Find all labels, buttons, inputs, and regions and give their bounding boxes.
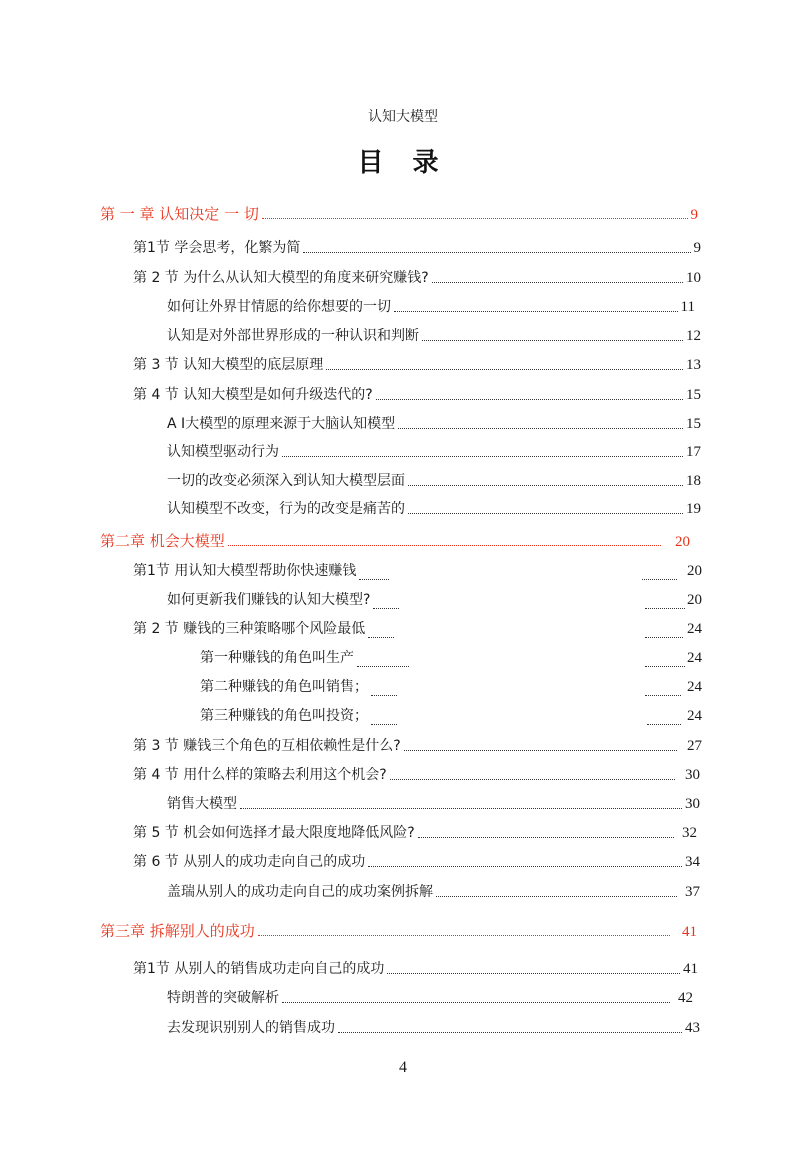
toc-label: 第三种赚钱的角色叫投资； [200, 708, 368, 724]
dot-leader [338, 1032, 682, 1033]
toc-entry[interactable] [167, 413, 701, 433]
toc-page: 10 [686, 270, 701, 286]
dot-leader [258, 935, 670, 936]
toc-page: 42 [678, 990, 693, 1006]
toc-page: 13 [686, 357, 701, 373]
dot-leader [326, 369, 683, 370]
toc-label: 销售大模型 [167, 796, 237, 812]
toc-entry[interactable] [200, 676, 702, 696]
toc-chapter-1[interactable] [100, 203, 698, 223]
toc-page: 20 [687, 563, 702, 579]
toc-entry[interactable] [167, 793, 700, 813]
toc-page: 37 [685, 884, 700, 900]
toc-entry[interactable] [133, 958, 698, 978]
toc-entry[interactable] [133, 384, 701, 404]
toc-label: 如何让外界甘情愿的给你想要的一切 [167, 299, 391, 315]
dot-leader [376, 399, 683, 400]
toc-label: 第 4 节 认知大模型是如何升级迭代的? [133, 387, 373, 403]
toc-entry[interactable] [133, 560, 702, 580]
toc-entry[interactable] [167, 441, 701, 461]
toc-page: 18 [686, 473, 701, 489]
toc-entry[interactable] [167, 987, 693, 1007]
toc-page: 12 [686, 328, 701, 344]
toc-label: 去发现识别别人的销售成功 [167, 1020, 335, 1036]
toc-entry[interactable] [167, 470, 701, 490]
dot-leader [408, 485, 683, 486]
toc-page: 9 [690, 207, 698, 223]
toc-label: A I大模型的原理来源于大脑认知模型 [167, 416, 396, 432]
toc-entry[interactable] [167, 589, 702, 609]
toc-page: 30 [685, 796, 700, 812]
toc-label: 特朗普的突破解析 [167, 990, 279, 1006]
toc-label: 第 2 节 为什么从认知大模型的角度来研究赚钱? [133, 270, 429, 286]
toc-page: 41 [683, 961, 698, 977]
dot-leader [390, 779, 675, 780]
toc-chapter-2[interactable] [100, 530, 690, 550]
dot-leader [282, 1002, 670, 1003]
toc-page: 20 [675, 534, 690, 550]
book-title: 认知大模型 [368, 109, 438, 125]
toc-entry[interactable] [133, 354, 701, 374]
toc-page: 41 [682, 924, 697, 940]
toc-label: 第 6 节 从别人的成功走向自己的成功 [133, 854, 366, 870]
dot-leader [418, 837, 674, 838]
toc-label: 第1节 从别人的销售成功走向自己的成功 [133, 961, 385, 977]
toc-label: 第 3 节 认知大模型的底层原理 [133, 357, 324, 373]
toc-label: 第二种赚钱的角色叫销售； [200, 679, 368, 695]
dot-leader [394, 311, 678, 312]
toc-page: 20 [687, 592, 702, 608]
toc-page: 32 [682, 825, 697, 841]
toc-label: 认知模型不改变，行为的改变是痛苦的 [167, 501, 405, 517]
toc-entry[interactable] [133, 267, 701, 287]
toc-page: 15 [686, 387, 701, 403]
toc-entry[interactable] [133, 764, 700, 784]
dot-leader [387, 973, 680, 974]
dot-leader [436, 896, 677, 897]
toc-entry[interactable] [167, 881, 700, 901]
page-number: 4 [399, 1059, 407, 1076]
toc-page: 17 [686, 444, 701, 460]
toc-entry[interactable] [133, 851, 700, 871]
toc-entry[interactable] [200, 705, 702, 725]
toc-page: 19 [686, 501, 701, 517]
dot-leader [354, 661, 687, 662]
dot-leader [408, 513, 683, 514]
dot-leader [262, 218, 688, 219]
dot-leader [303, 252, 690, 253]
toc-label: 第 3 节 赚钱三个角色的互相依赖性是什么? [133, 738, 401, 754]
toc-page: 24 [687, 708, 702, 724]
dot-leader [282, 456, 683, 457]
dot-leader [432, 282, 683, 283]
toc-page: 43 [685, 1020, 700, 1036]
toc-label: 盖瑞从别人的成功走向自己的成功案例拆解 [167, 884, 433, 900]
toc-page: 24 [687, 679, 702, 695]
toc-entry[interactable] [200, 647, 702, 667]
toc-page: 15 [686, 416, 701, 432]
toc-page: 24 [687, 621, 702, 637]
toc-heading: 目 录 [357, 148, 449, 178]
toc-label: 第 5 节 机会如何选择才最大限度地降低风险? [133, 825, 415, 841]
toc-label: 如何更新我们赚钱的认知大模型? [167, 592, 371, 608]
toc-label: 认知是对外部世界形成的一种认识和判断 [167, 328, 419, 344]
toc-label: 第二章 机会大模型 [100, 532, 225, 550]
dot-leader [240, 808, 682, 809]
toc-label: 一切的改变必须深入到认知大模型层面 [167, 473, 405, 489]
toc-label: 第1节 用认知大模型帮助你快速赚钱 [133, 563, 357, 579]
toc-label: 第 4 节 用什么样的策略去利用这个机会? [133, 767, 387, 783]
dot-leader [370, 603, 687, 604]
toc-entry[interactable] [167, 498, 701, 518]
toc-label: 认知模型驱动行为 [167, 444, 279, 460]
toc-label: 第 一 章 认知决定 一 切 [100, 205, 259, 223]
dot-leader [368, 719, 687, 720]
dot-leader [368, 866, 682, 867]
toc-label: 第一种赚钱的角色叫生产 [200, 650, 354, 666]
dot-leader [365, 632, 687, 633]
toc-page: 27 [687, 738, 702, 754]
toc-label: 第三章 拆解别人的成功 [100, 922, 255, 940]
toc-entry[interactable] [167, 325, 701, 345]
toc-entry[interactable] [133, 618, 702, 638]
dot-leader [356, 574, 687, 575]
dot-leader [422, 340, 683, 341]
dot-leader [398, 428, 683, 429]
toc-entry[interactable] [133, 735, 702, 755]
toc-page: 30 [685, 767, 700, 783]
toc-chapter-3[interactable] [100, 920, 697, 940]
toc-page: 34 [685, 854, 700, 870]
toc-entry[interactable] [167, 296, 695, 316]
dot-leader [228, 545, 661, 546]
toc-page: 9 [693, 240, 701, 256]
toc-page: 24 [687, 650, 702, 666]
dot-leader [368, 690, 687, 691]
toc-entry[interactable] [167, 1017, 700, 1037]
toc-label: 第1节 学会思考，化繁为简 [133, 240, 301, 256]
toc-page: 11 [680, 299, 695, 315]
dot-leader [404, 750, 677, 751]
toc-entry[interactable] [133, 237, 701, 257]
toc-label: 第 2 节 赚钱的三种策略哪个风险最低 [133, 621, 366, 637]
toc-entry[interactable] [133, 822, 697, 842]
